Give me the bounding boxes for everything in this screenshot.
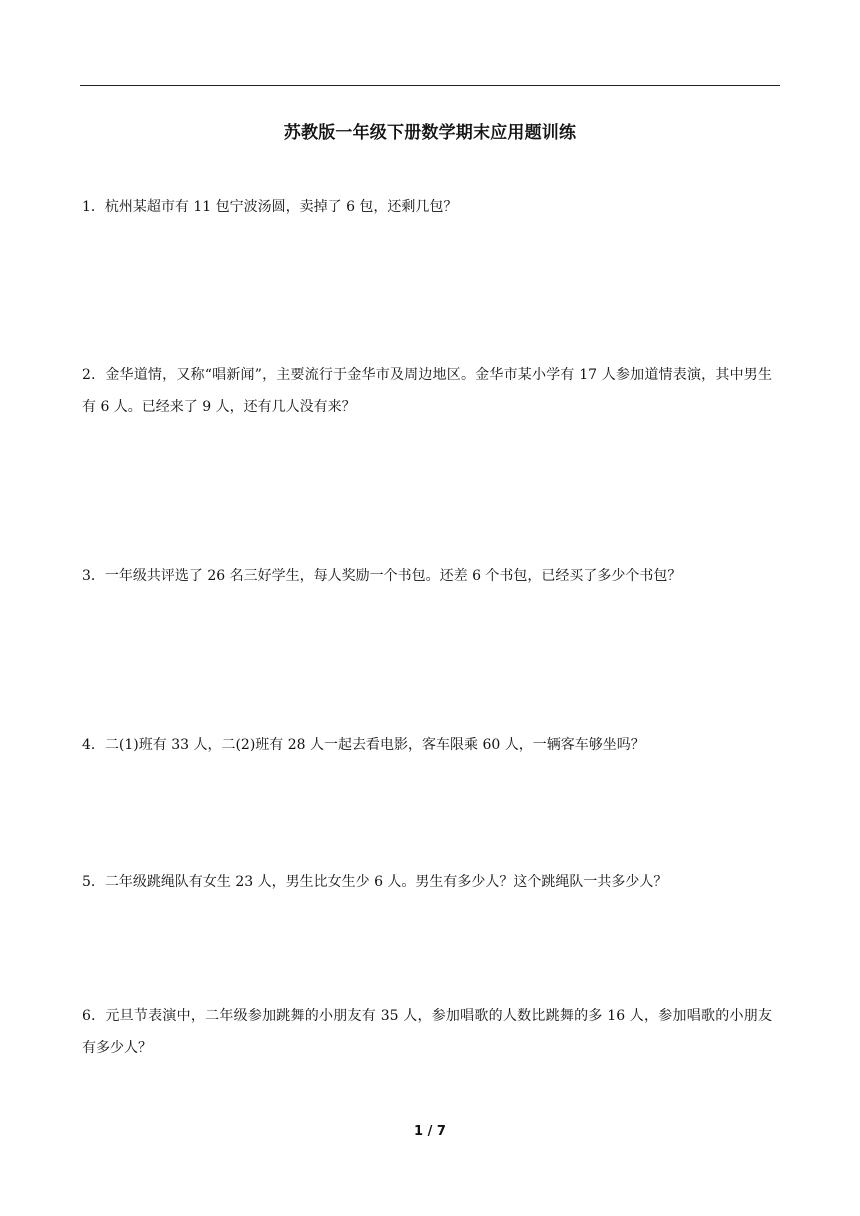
question-2: 2．金华道情，又称“唱新闻”，主要流行于金华市及周边地区。金华市某小学有 17 人参加道情表演，其中男生有 6 人。已经来了 9 人，还有几人没有来？ bbox=[82, 367, 772, 415]
question-4: 4．二(1)班有 33 人，二(2)班有 28 人一起去看电影，客车限乘 60 人，一辆客车够坐吗？ bbox=[82, 737, 645, 753]
question-5: 5．二年级跳绳队有女生 23 人，男生比女生少 6 人。男生有多少人？这个跳绳队一共多少人？ bbox=[82, 874, 668, 890]
page-number: 1 / 7 bbox=[414, 1124, 446, 1139]
question-3: 3．一年级共评选了 26 名三好学生，每人奖励一个书包。还差 6 个书包，已经买了多少个书包？ bbox=[82, 568, 682, 584]
question-1: 1．杭州某超市有 11 包宁波汤圆，卖掉了 6 包，还剩几包？ bbox=[82, 199, 458, 215]
document-title: 苏教版一年级下册数学期末应用题训练 bbox=[283, 123, 577, 143]
header-rule bbox=[80, 85, 780, 86]
question-6: 6．元旦节表演中，二年级参加跳舞的小朋友有 35 人，参加唱歌的人数比跳舞的多 16 人，参加唱歌的小朋友有多少人？ bbox=[82, 1008, 772, 1056]
